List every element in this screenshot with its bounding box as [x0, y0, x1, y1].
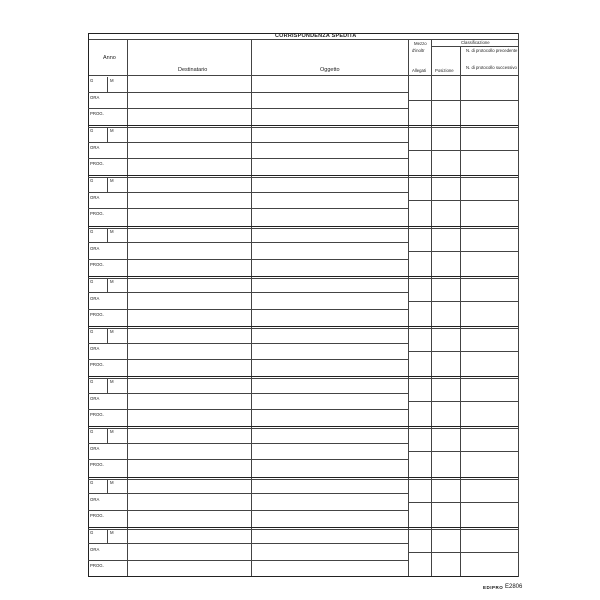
entry-side-line: [460, 301, 518, 302]
entry-side-line: [431, 301, 460, 302]
entry-row-line: [88, 560, 408, 561]
entry-separator: [88, 125, 518, 126]
entry-label-ora: ORA: [90, 496, 100, 502]
entry-side-line: [431, 401, 460, 402]
entry-row-line: [88, 343, 408, 344]
col-mezzo-right: [431, 39, 432, 577]
entry-side-line: [431, 351, 460, 352]
entry-side-line: [460, 552, 518, 553]
entry-label-prog: PROG.: [90, 562, 104, 568]
entry-label-ora: ORA: [90, 145, 100, 151]
entry-separator-double: [88, 428, 518, 429]
entry-row-line: [88, 409, 408, 410]
entry-label-g: G: [90, 479, 94, 485]
entry-label-g: G: [90, 178, 94, 184]
entry-separator-double: [88, 378, 518, 379]
entry-row-line: [88, 259, 408, 260]
entry-label-ora: ORA: [90, 346, 100, 351]
entry-row-line: [88, 292, 408, 293]
entry-row-line: [88, 92, 408, 93]
header-oggetto: Oggetto: [320, 67, 340, 73]
correspondence-register-form: [88, 33, 518, 577]
entry-g-m-divider: [107, 529, 108, 544]
entry-side-line: [460, 451, 518, 452]
entry-separator-double: [88, 328, 518, 329]
entry-row-line: [88, 393, 408, 394]
entry-label-m: M: [110, 379, 114, 385]
entry-separator-double: [88, 177, 518, 178]
entry-separator: [88, 527, 518, 528]
entry-side-line: [460, 200, 518, 201]
right-border: [518, 33, 519, 577]
entry-label-m: M: [110, 78, 114, 83]
entry-row-line: [88, 192, 408, 193]
entry-g-m-divider: [107, 228, 108, 243]
entry-label-prog: PROG.: [90, 261, 104, 267]
entry-side-line: [408, 401, 431, 402]
entry-separator: [88, 175, 518, 176]
entry-row-line: [88, 543, 408, 544]
entry-label-g: G: [90, 278, 94, 284]
entry-label-g: G: [90, 429, 94, 435]
header-mezzo: Mezzo: [414, 41, 427, 46]
header-classificazione: Classificazione: [461, 40, 490, 45]
entry-separator: [88, 326, 518, 327]
entry-side-line: [431, 150, 460, 151]
entry-side-line: [460, 351, 518, 352]
col-oggetto-right: [408, 39, 409, 577]
entry-label-ora: ORA: [90, 396, 100, 402]
left-border: [88, 33, 89, 577]
entry-side-line: [431, 100, 460, 101]
entry-label-prog: PROG.: [90, 512, 104, 518]
entry-g-m-divider: [107, 177, 108, 192]
entry-row-line: [88, 142, 408, 143]
entry-label-m: M: [110, 278, 114, 284]
header-posizione: Posizione: [435, 68, 454, 73]
entry-label-m: M: [110, 529, 114, 535]
entry-label-prog: PROG.: [90, 111, 104, 116]
entry-separator-double: [88, 479, 518, 480]
entry-row-line: [88, 493, 408, 494]
entry-side-line: [460, 100, 518, 101]
entry-side-line: [408, 351, 431, 352]
form-code: E2806: [505, 584, 523, 590]
entry-g-m-divider: [107, 328, 108, 343]
title-underline: [88, 39, 518, 40]
entry-label-ora: ORA: [90, 245, 100, 251]
entry-row-line: [88, 359, 408, 360]
entry-side-line: [408, 502, 431, 503]
entry-side-line: [431, 251, 460, 252]
entry-side-line: [460, 401, 518, 402]
entry-label-prog: PROG.: [90, 412, 104, 418]
entry-row-line: [88, 158, 408, 159]
entry-g-m-divider: [107, 479, 108, 494]
entry-side-line: [460, 502, 518, 503]
entry-side-line: [431, 502, 460, 503]
entry-row-line: [88, 309, 408, 310]
entry-label-ora: ORA: [90, 546, 100, 552]
entry-separator: [88, 226, 518, 227]
header-allegati: Allegati: [412, 68, 427, 73]
header-anno: Anno: [103, 55, 116, 61]
entry-label-ora: ORA: [90, 95, 100, 100]
entry-g-m-divider: [107, 428, 108, 443]
entry-side-line: [408, 200, 431, 201]
entry-label-ora: ORA: [90, 446, 100, 452]
entry-label-m: M: [110, 178, 114, 184]
entry-side-line: [460, 150, 518, 151]
entry-label-prog: PROG.: [90, 362, 104, 367]
entry-label-g: G: [90, 78, 94, 83]
entry-label-g: G: [90, 228, 94, 234]
entry-label-prog: PROG.: [90, 161, 104, 167]
entry-side-line: [431, 552, 460, 553]
entry-label-g: G: [90, 128, 94, 134]
entry-separator: [88, 477, 518, 478]
header-prot-precedente: N. di protocollo precedente: [466, 48, 518, 53]
entry-row-line: [88, 208, 408, 209]
entry-g-m-divider: [107, 378, 108, 393]
entry-label-prog: PROG.: [90, 462, 104, 468]
entry-label-prog: PROG.: [90, 211, 104, 217]
header-prot-successivo: N. di protocollo successivo: [466, 65, 517, 70]
entry-label-g: G: [90, 379, 94, 385]
classification-underline: [431, 46, 518, 47]
form-title: CORRISPONDENZA SPEDITA: [275, 33, 357, 39]
entry-label-m: M: [110, 479, 114, 485]
entry-label-m: M: [110, 228, 114, 234]
entry-row-line: [88, 242, 408, 243]
header-bottom-line: [88, 75, 518, 76]
entry-side-line: [408, 552, 431, 553]
entry-separator-double: [88, 529, 518, 530]
entry-separator-double: [88, 127, 518, 128]
entry-row-line: [88, 443, 408, 444]
entry-label-ora: ORA: [90, 195, 100, 201]
entry-side-line: [460, 251, 518, 252]
entry-side-line: [408, 451, 431, 452]
entry-label-ora: ORA: [90, 295, 100, 301]
entry-label-g: G: [90, 329, 94, 334]
entry-separator: [88, 426, 518, 427]
entry-side-line: [431, 200, 460, 201]
entry-g-m-divider: [107, 278, 108, 293]
entry-side-line: [408, 150, 431, 151]
entry-separator: [88, 276, 518, 277]
entry-side-line: [408, 251, 431, 252]
header-inoltro: d'inoltr: [412, 48, 425, 53]
entry-separator-double: [88, 278, 518, 279]
entry-row-line: [88, 510, 408, 511]
entry-g-m-divider: [107, 77, 108, 92]
entry-label-prog: PROG.: [90, 311, 104, 317]
entry-side-line: [408, 301, 431, 302]
entry-label-m: M: [110, 329, 114, 334]
entry-label-m: M: [110, 128, 114, 134]
bottom-border: [88, 576, 518, 577]
entry-side-line: [408, 100, 431, 101]
entry-side-line: [431, 451, 460, 452]
entry-row-line: [88, 459, 408, 460]
entry-label-m: M: [110, 429, 114, 435]
publisher-logo: EDIPRO: [483, 585, 504, 590]
entry-row-line: [88, 108, 408, 109]
entry-separator: [88, 376, 518, 377]
header-destinatario: Destinatario: [178, 67, 208, 73]
entry-separator-double: [88, 228, 518, 229]
entry-label-g: G: [90, 529, 94, 535]
entry-g-m-divider: [107, 127, 108, 142]
